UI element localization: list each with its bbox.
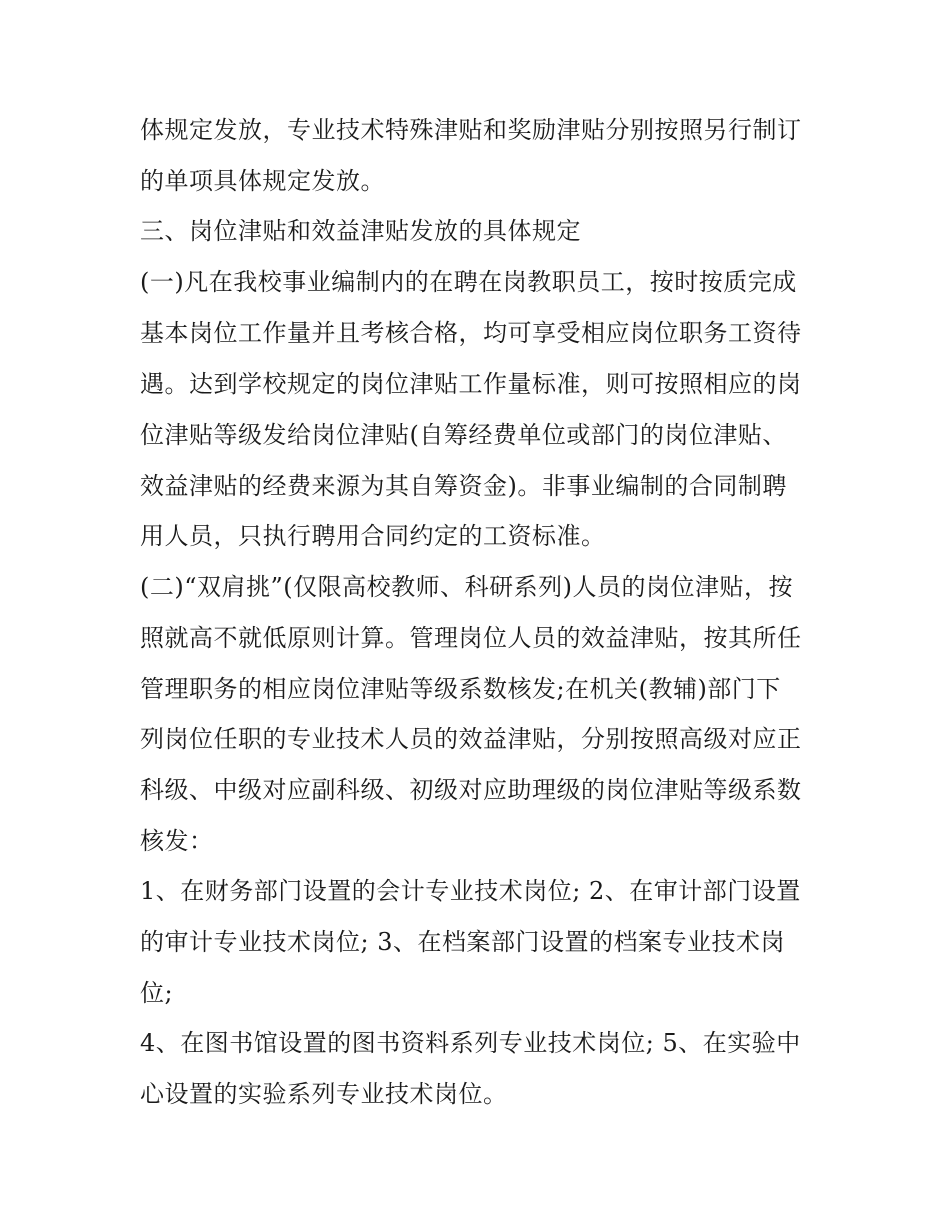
text-line: 科级、中级对应副科级、初级对应助理级的岗位津贴等级系数	[140, 776, 802, 804]
text-line: 位津贴等级发给岗位津贴(自筹经费单位或部门的岗位津贴、	[140, 421, 787, 449]
text-line: 效益津贴的经费来源为其自筹资金)。非事业编制的合同制聘	[140, 472, 787, 500]
text-line: 位;	[140, 979, 174, 1007]
text-line: 4、在图书馆设置的图书资料系列专业技术岗位; 5、在实验中	[140, 1029, 801, 1057]
text-line: 管理职务的相应岗位津贴等级系数核发;在机关(教辅)部门下	[140, 675, 781, 703]
text-line: 心设置的实验系列专业技术岗位。	[140, 1080, 508, 1108]
text-line: (二)“双肩挑”(仅限高校教师、科研系列)人员的岗位津贴，按	[140, 573, 793, 601]
text-line: 遇。达到学校规定的岗位津贴工作量标准，则可按照相应的岗	[140, 370, 802, 398]
text-line: 用人员，只执行聘用合同约定的工资标准。	[140, 522, 606, 550]
text-line: 的审计专业技术岗位; 3、在档案部门设置的档案专业技术岗	[140, 928, 785, 956]
text-line: 1、在财务部门设置的会计专业技术岗位; 2、在审计部门设置	[140, 877, 801, 905]
text-line: 列岗位任职的专业技术人员的效益津贴，分别按照高级对应正	[140, 725, 802, 753]
text-line: 的单项具体规定发放。	[140, 167, 385, 195]
text-line: 体规定发放，专业技术特殊津贴和奖励津贴分别按照另行制订	[140, 116, 802, 144]
text-line: 照就高不就低原则计算。管理岗位人员的效益津贴，按其所任	[140, 624, 802, 652]
text-line: 基本岗位工作量并且考核合格，均可享受相应岗位职务工资待	[140, 319, 802, 347]
text-line: 核发：	[140, 827, 214, 855]
text-line: (一)凡在我校事业编制内的在聘在岗教职员工，按时按质完成	[140, 268, 797, 296]
section-heading: 三、岗位津贴和效益津贴发放的具体规定	[140, 217, 581, 245]
